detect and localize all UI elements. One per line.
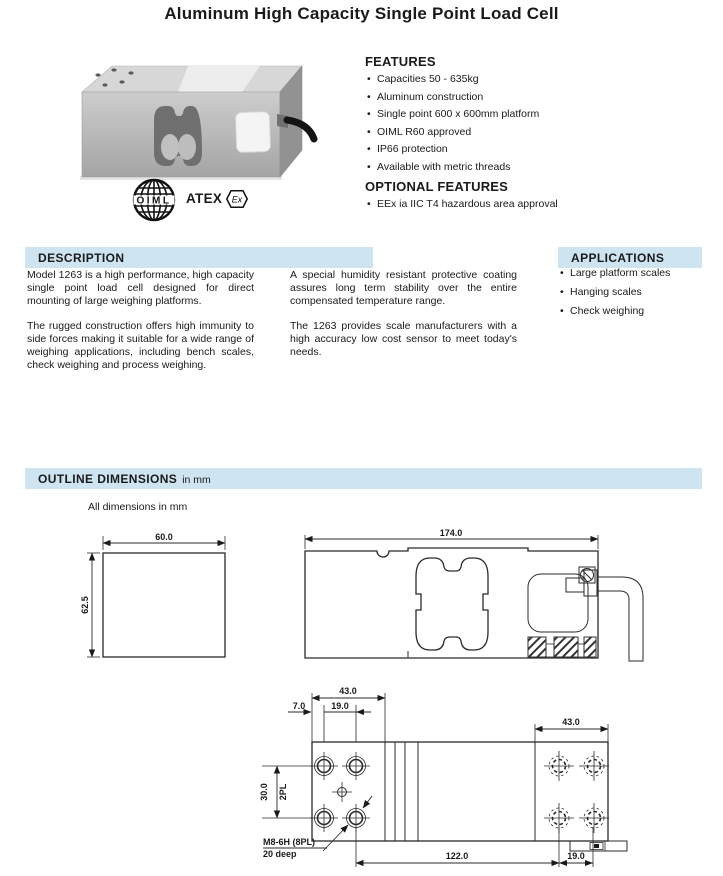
dim-pad-width: 43.0 — [339, 686, 357, 696]
side-view-drawing — [300, 528, 650, 668]
description-paragraph: Model 1263 is a high performance, high capacity single point load cell designed for direct mounting of large weighing platforms. — [27, 269, 254, 307]
outline-unit-note: in mm — [182, 474, 211, 486]
feature-item: • Aluminum construction — [365, 92, 717, 103]
oiml-logo-icon — [132, 178, 176, 222]
applications-heading: APPLICATIONS — [571, 251, 665, 265]
top-view-drawing — [255, 685, 655, 875]
features-section — [365, 54, 717, 217]
applications-band — [558, 247, 702, 268]
application-item: • Hanging scales — [558, 287, 718, 298]
feature-item: • Available with metric threads — [365, 162, 717, 173]
thread-callout-line2: 20 deep — [263, 849, 297, 859]
outline-dimensions-band — [25, 468, 702, 489]
feature-item: • Capacities 50 - 635kg — [365, 74, 717, 85]
description-column-2 — [290, 269, 517, 371]
optional-features-heading: OPTIONAL FEATURES — [365, 179, 509, 194]
description-paragraph: A special humidity resistant protective coating assures long term stability over the entire compensated temperature range. — [290, 269, 517, 307]
dim-edge-to-hole: 7.0 — [292, 701, 306, 711]
atex-ex-hexagon-icon — [226, 190, 248, 208]
optional-features-list — [365, 199, 717, 210]
application-item: • Large platform scales — [558, 268, 718, 279]
dim-right-pad-width: 43.0 — [562, 717, 580, 727]
dim-end-width: 60.0 — [155, 532, 173, 542]
svg-text:Ex: Ex — [231, 194, 243, 205]
dim-side-length: 174.0 — [439, 528, 463, 538]
description-paragraph: The 1263 provides scale manufacturers with a high accuracy low cost sensor to meet today's needs. — [290, 320, 517, 358]
atex-logo-text: ATEX — [186, 191, 223, 206]
tapped-holes-left — [310, 752, 370, 832]
dim-hole-span: 122.0 — [445, 851, 469, 861]
feature-item: • Single point 600 x 600mm platform — [365, 109, 717, 120]
tapped-holes-right — [544, 751, 609, 833]
description-column-1 — [27, 269, 254, 384]
feature-item: • OIML R60 approved — [365, 127, 717, 138]
dim-end-height: 62.5 — [80, 596, 90, 614]
atex-logo — [186, 190, 248, 208]
optional-feature-item: • EEx ia IIC T4 hazardous area approval — [365, 199, 717, 210]
page-title: Aluminum High Capacity Single Point Load Cell — [164, 4, 559, 23]
features-list — [365, 74, 717, 173]
product-photo — [70, 58, 320, 183]
feature-item: • IP66 protection — [365, 144, 717, 155]
applications-section — [558, 268, 718, 325]
thread-callout-line1: M8-6H (8PL) — [263, 837, 316, 847]
oiml-logo-text: OIML — [136, 195, 172, 207]
all-dimensions-note: All dimensions in mm — [88, 501, 188, 513]
applications-list — [558, 268, 718, 317]
dim-hole-pitch-x: 19.0 — [331, 701, 349, 711]
dim-right-hole-pitch: 19.0 — [567, 851, 585, 861]
application-item: • Check weighing — [558, 306, 718, 317]
end-view-drawing — [80, 528, 235, 668]
description-heading: DESCRIPTION — [38, 251, 125, 265]
outline-dimensions-heading: OUTLINE DIMENSIONS — [38, 472, 178, 486]
description-band — [25, 247, 373, 268]
dim-hole-pitch-y: 30.0 — [259, 783, 269, 801]
dim-hole-pitch-y-note: 2PL — [278, 783, 288, 801]
features-heading: FEATURES — [365, 54, 436, 69]
description-paragraph: The rugged construction offers high immunity to side forces making it suitable for a wide range of weighing applications, including bench scales, check weighing and process weighing. — [27, 320, 254, 371]
